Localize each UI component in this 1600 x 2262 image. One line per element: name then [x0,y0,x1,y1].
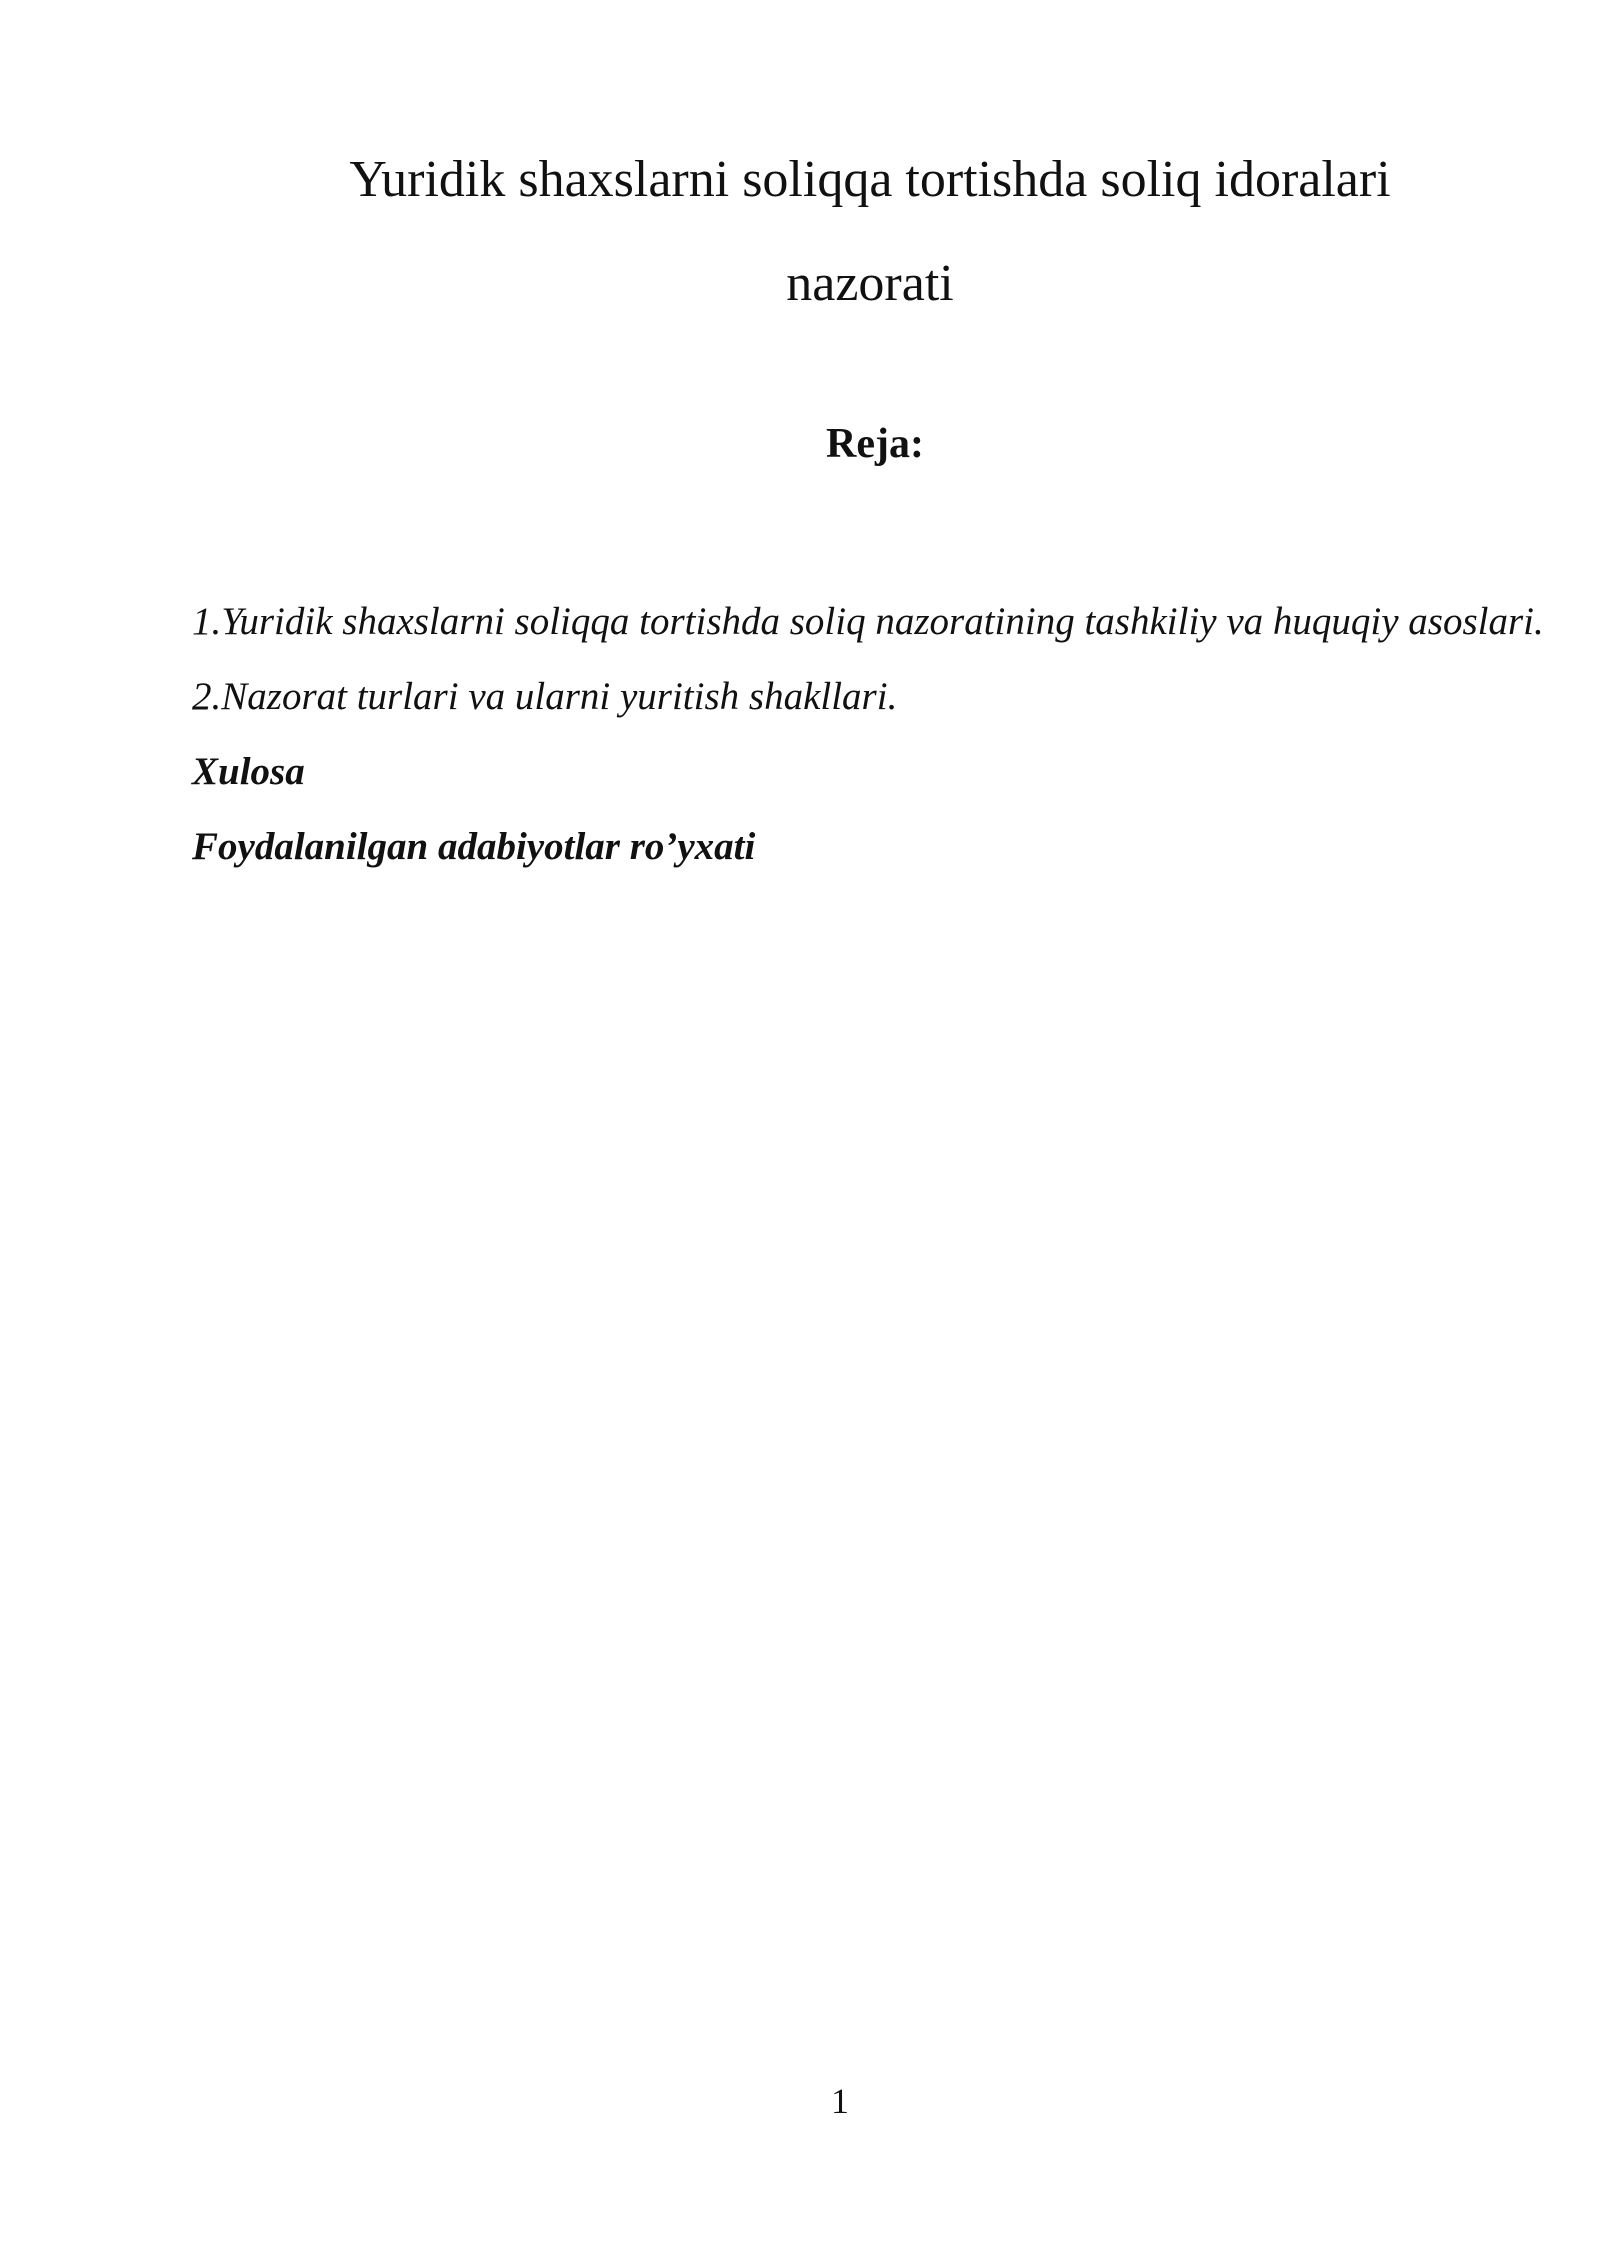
plan-list [192,584,1562,884]
plan-heading: Reja: [826,421,924,467]
title-line-2: nazorati [786,255,954,312]
plan-item-2: 2.Nazorat turlari va ularni yuritish shakllari. [192,675,898,718]
page-number: 1 [831,2081,849,2121]
plan-item-conclusion: Xulosa [192,750,305,793]
document-title [190,128,1550,336]
plan-item-1: 1.Yuridik shaxslarni soliqqa tortishda soliq nazoratining tashkiliy va huquqiy asoslari. [192,600,1544,643]
plan-item-references: Foydalanilgan adabiyotlar ro’yxati [192,825,756,868]
title-line-1: Yuridik shaxslarni soliqqa tortishda soliq idoralari [349,151,1391,208]
